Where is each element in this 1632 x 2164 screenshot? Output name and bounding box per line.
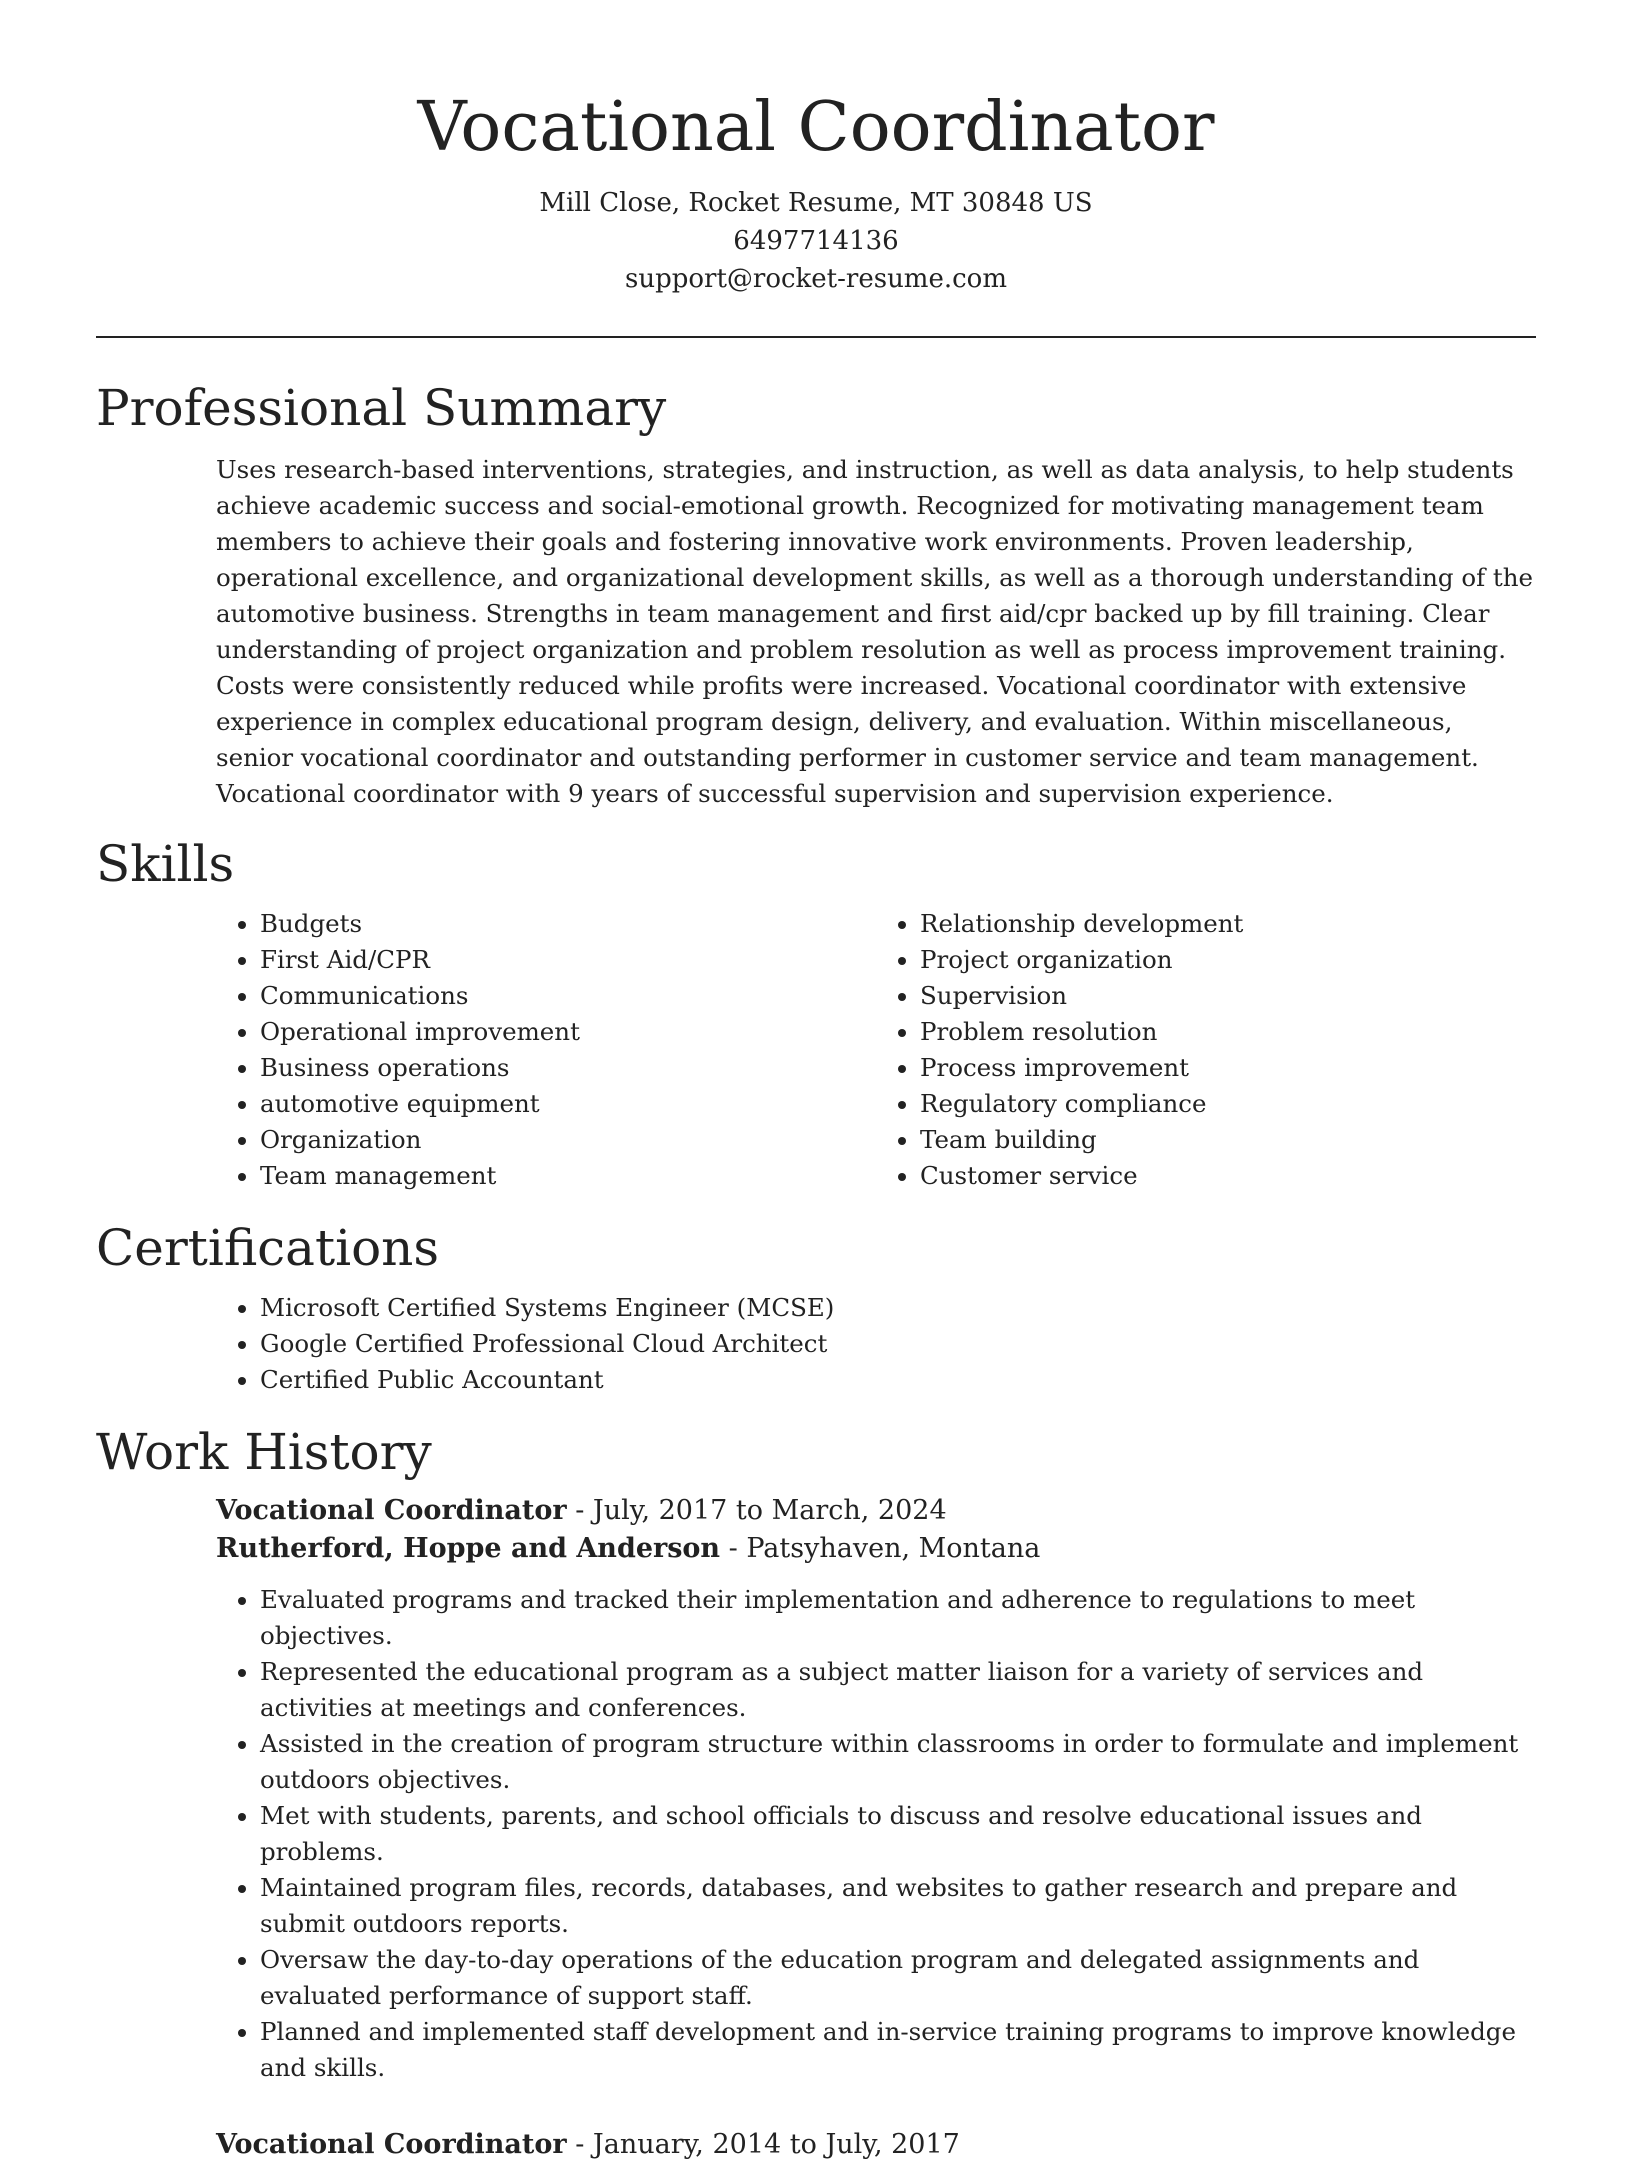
header-divider	[96, 336, 1536, 338]
list-item: • Communications	[260, 978, 876, 1014]
certifications-list	[216, 1290, 1536, 1398]
list-item: • Regulatory compliance	[920, 1086, 1536, 1122]
job-bullets	[216, 1582, 1536, 2086]
certifications-body	[216, 1290, 1536, 1398]
job-dates: - July, 2017 to March, 2024	[566, 1495, 947, 1526]
skills-section	[96, 834, 1536, 1194]
skills-column-left	[216, 906, 876, 1194]
job-company-line	[216, 1530, 1536, 1568]
list-item: • Google Certified Professional Cloud Architect	[260, 1326, 1536, 1362]
contact-address: Mill Close, Rocket Resume, MT 30848 US	[539, 188, 1093, 218]
job-title: Vocational Coordinator	[216, 2129, 567, 2160]
list-item: • automotive equipment	[260, 1086, 876, 1122]
job-title-line	[216, 2126, 1536, 2164]
job-dates: - January, 2014 to July, 2017	[566, 2129, 960, 2160]
list-item: • Operational improvement	[260, 1014, 876, 1050]
certifications-section	[96, 1218, 1536, 1398]
list-item: • Process improvement	[920, 1050, 1536, 1086]
list-item: • Team building	[920, 1122, 1536, 1158]
list-item: • Assisted in the creation of program structure within classrooms in order to formulate and implement outdoors objectives.	[260, 1726, 1536, 1798]
list-item: • Project organization	[920, 942, 1536, 978]
job-entry	[216, 2126, 1536, 2164]
summary-text: Uses research-based interventions, strategies, and instruction, as well as data analysis, to help students achieve academic success and social-emotional growth. Recognized for motivating management team members to achieve their goals and fostering innovative work environments. Proven leadership, operational excellence, and organizational development skills, as well as a thorough understanding of the automotive business. Strengths in team management and first aid/cpr backed up by fill training. Clear understanding of project organization and problem resolution as well as process improvement training. Costs were consistently reduced while profits were increased. Vocational coordinator with extensive experience in complex educational program design, delivery, and evaluation. Within miscellaneous, senior vocational coordinator and outstanding performer in customer service and team management. Vocational coordinator with 9 years of successful supervision and supervision experience.	[216, 455, 1534, 808]
list-item: • Supervision	[920, 978, 1536, 1014]
list-item: • Microsoft Certified Systems Engineer (MCSE)	[260, 1290, 1536, 1326]
job-location: - Patsyhaven, Montana	[720, 1533, 1041, 1564]
contact-email: support@rocket-resume.com	[624, 264, 1007, 294]
job-title-line	[216, 1492, 1536, 1530]
contact-phone: 6497714136	[733, 226, 899, 256]
list-item: • Certified Public Accountant	[260, 1362, 1536, 1398]
resume-page	[96, 0, 1536, 2164]
skills-list	[216, 906, 1536, 1194]
list-item: • Organization	[260, 1122, 876, 1158]
resume-header	[96, 0, 1536, 298]
list-item: • Budgets	[260, 906, 876, 942]
work-history-heading: Work History	[96, 1423, 432, 1481]
list-item: • Business operations	[260, 1050, 876, 1086]
list-item: • Represented the educational program as a subject matter liaison for a variety of services and activities at meetings and conferences.	[260, 1654, 1536, 1726]
contact-info	[96, 184, 1536, 298]
job-company: Rutherford, Hoppe and Anderson	[216, 1533, 721, 1564]
job-entry	[216, 1492, 1536, 2086]
list-item: • Customer service	[920, 1158, 1536, 1194]
summary-section	[96, 378, 1536, 812]
list-item: • Maintained program files, records, databases, and websites to gather research and prepare and submit outdoors reports.	[260, 1870, 1536, 1942]
work-history-section	[96, 1422, 1536, 2164]
skills-column-right	[876, 906, 1536, 1194]
list-item: • Team management	[260, 1158, 876, 1194]
summary-heading: Professional Summary	[96, 379, 667, 437]
job-title: Vocational Coordinator	[216, 1495, 567, 1526]
certifications-heading: Certifications	[96, 1219, 440, 1277]
list-item: • Problem resolution	[920, 1014, 1536, 1050]
list-item: • First Aid/CPR	[260, 942, 876, 978]
candidate-name: Vocational Coordinator	[417, 88, 1215, 167]
list-item: • Met with students, parents, and school officials to discuss and resolve educational issues and problems.	[260, 1798, 1536, 1870]
list-item: • Evaluated programs and tracked their implementation and adherence to regulations to meet objectives.	[260, 1582, 1536, 1654]
list-item: • Relationship development	[920, 906, 1536, 942]
list-item: • Planned and implemented staff development and in-service training programs to improve knowledge and skills.	[260, 2014, 1536, 2086]
summary-body	[216, 452, 1536, 812]
skills-heading: Skills	[96, 835, 235, 893]
list-item: • Oversaw the day-to-day operations of the education program and delegated assignments and evaluated performance of support staff.	[260, 1942, 1536, 2014]
